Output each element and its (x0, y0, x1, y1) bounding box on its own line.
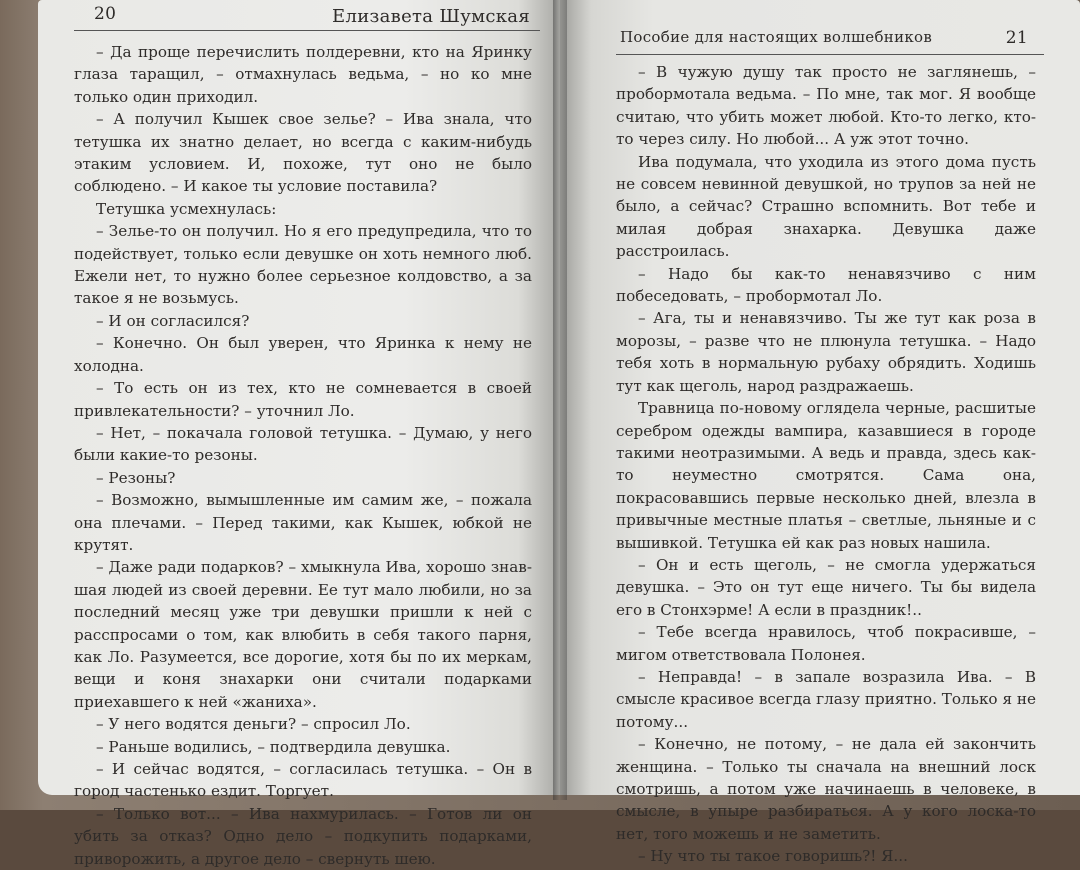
paragraph: – Возможно, вымышленные им самим же, – пожала она плечами. – Перед такими, как Кышек, юбкой не крутят. (74, 491, 532, 554)
paragraph: – Ну что ты такое говоришь?! Я... (638, 847, 908, 866)
right-running-title: Пособие для настоящих волшебников (620, 28, 933, 46)
paragraph: – Резоны? (96, 468, 176, 487)
paragraph: – Конечно. Он был уверен, что Яринка к нему не холодна. (74, 334, 532, 375)
paragraph: – Раньше водились, – подтвердила девушка. (96, 737, 451, 756)
left-page-text (74, 41, 540, 870)
paragraph: – Конечно, не потому, – не дала ей закончить женщина. – Только ты сначала на внешний лоск смотришь, а потом уже начинаешь в человеке, в смысле, в упыре разбираться. А у кого лоска-то нет, того можешь и не заметить. (616, 735, 1036, 843)
paragraph: – Нет, – покачала головой тетушка. – Думаю, у него были какие-то резоны. (74, 423, 532, 465)
paragraph: – Только вот... – Ива нахмурилась. – Готов ли он убить за отказ? Одно дело – подкупить подарками, приворожить, а другое дело – свернуть шею. (74, 804, 532, 868)
paragraph: – Надо бы как-то ненавязчиво с ним побеседовать, – пробормотал Ло. (616, 264, 1036, 306)
paragraph: – Тебе всегда нравилось, чтоб покрасивше, – мигом ответствовала Полонея. (616, 623, 1036, 664)
paragraph: – Неправда! – в запале возразила Ива. – В смысле красивое всегда глазу приятно. Только я не потому... (616, 667, 1036, 731)
paragraph: – То есть он из тех, кто не сомневается в своей привлекательности? – уточнил Ло. (74, 379, 532, 420)
right-page-text (616, 61, 1080, 868)
paragraph: – Даже ради подарков? – хмыкнула Ива, хорошо знавшая людей из своей деревни. Ее тут мало любили, но за последний месяц уже три девушки пришли к ней с расспросами о том, как влюбить в себя такого парня, как Ло. Разумеется, все дорогие, хотя бы по их меркам, вещи и коня знахарки они считали подарками приехавшего к ней «жаниха». (74, 558, 532, 711)
right-page (560, 0, 1080, 866)
paragraph: Ива подумала, что уходила из этого дома пусть не совсем невинной девушкой, но трупов за ней не было, а сейчас? Страшно вспомнить. Вот тебе и милая добрая знахарка. Девушка даже расстроилась. (616, 152, 1036, 261)
left-page-number: 20 (94, 4, 117, 24)
right-page-number: 21 (1005, 28, 1028, 48)
paragraph: – И сейчас водятся, – согласилась тетушка. – Он в город частенько ездит. Торгует. (74, 760, 532, 801)
left-running-head (74, 0, 540, 31)
paragraph: Тетушка усмехнулась: (96, 199, 277, 218)
paragraph: Травница по-новому оглядела черные, расшитые серебром одежды вампира, казавшиеся в городе такими неотразимыми. А ведь и правда, здесь как-то неуместно смотрятся. Сама она, покрасовавшись первые несколько дней, влезла в привычные местные платья – светлые, льняные и с вышивкой. Тетушка ей как раз новых нашила. (616, 399, 1036, 552)
right-running-head (616, 24, 1044, 55)
paragraph: – Ага, ты и ненавязчиво. Ты же тут как роза в морозы, – разве что не плюнула тетушка. – Надо тебя хоть в нормальную рубаху обрядить. Ходишь тут как щеголь, народ раздражаешь. (616, 309, 1036, 395)
paragraph: – И он согласился? (96, 311, 250, 330)
paragraph: – В чужую душу так просто не заглянешь, – пробормотала ведьма. – По мне, так мог. Я вообще считаю, что убить может любой. Кто-то легко, кто-то через силу. Но любой... А уж этот точно. (616, 63, 1036, 149)
paragraph: – Он и есть щеголь, – не смогла удержаться девушка. – Это он тут еще ничего. Ты бы видела его в Стонхэрме! А если в праздник!.. (616, 555, 1036, 619)
book-gutter (553, 0, 567, 800)
paragraph: – А получил Кышек свое зелье? – Ива знала, что тетушка их знатно делает, но всегда с каким-нибудь этаким условием. И, похоже, тут оно не было соблюдено. – И какое ты условие поставила? (74, 110, 532, 196)
left-page (38, 0, 560, 868)
paragraph: – Зелье-то он получил. Но я его предупредила, что то подействует, только если девушке он хоть немного люб. Ежели нет, то нужно более серьезное колдовство, а за такое я не возьмусь. (74, 222, 532, 308)
left-running-title: Елизавета Шумская (332, 6, 530, 27)
paragraph: – У него водятся деньги? – спросил Ло. (96, 715, 411, 734)
paragraph: – Да проще перечислить полдеревни, кто на Яринку глаза таращил, – отмахнулась ведьма, – но ко мне только один приходил. (74, 43, 532, 106)
